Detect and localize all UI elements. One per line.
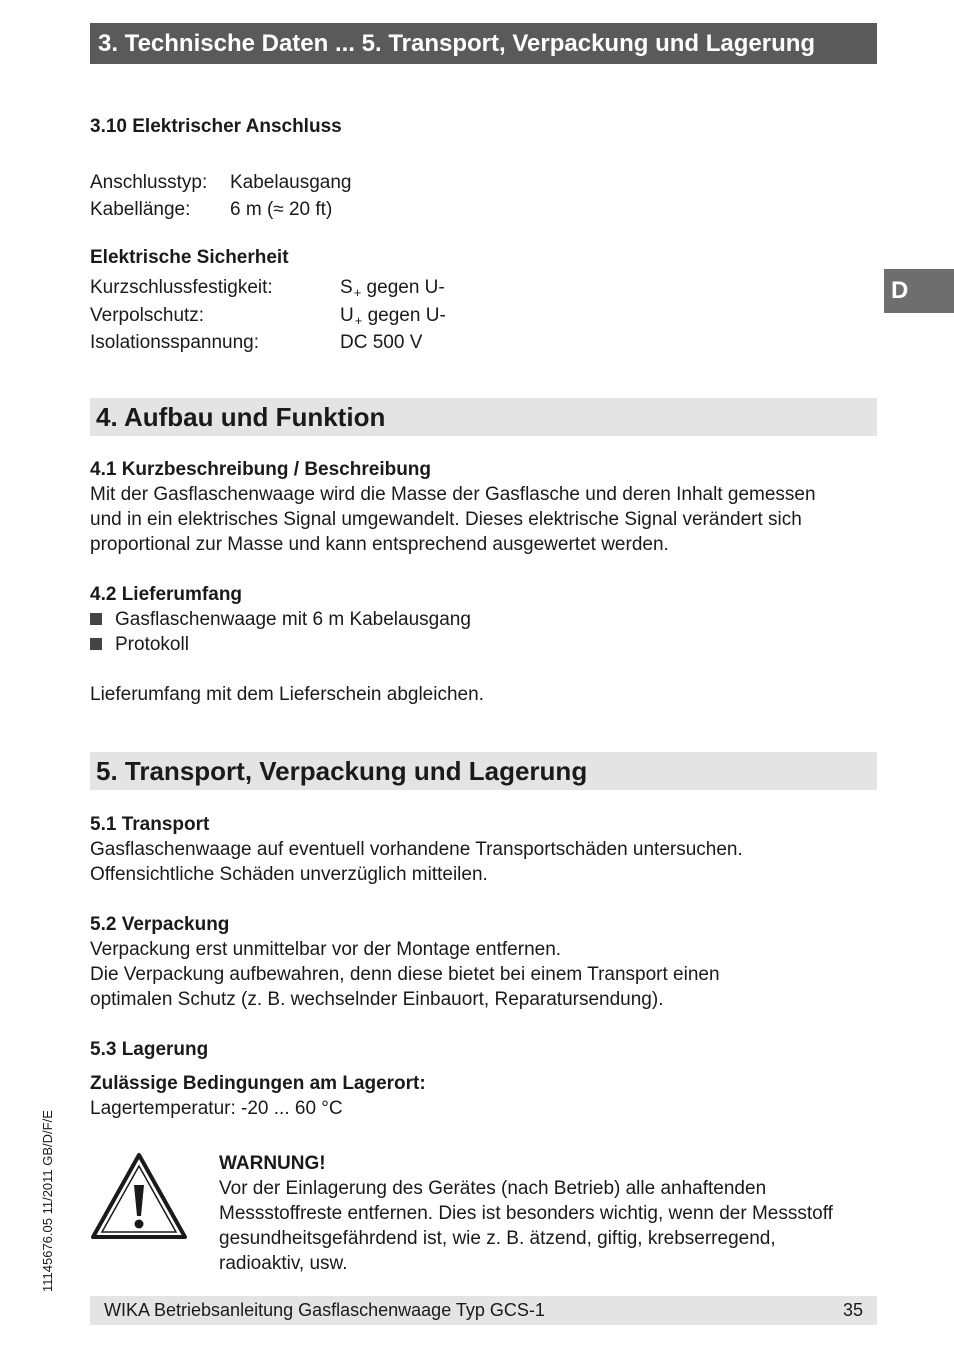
paragraph-line: Gasflaschenwaage auf eventuell vorhandene Transportschäden untersuchen. <box>90 839 743 860</box>
spec-value: Kabelausgang <box>230 172 352 193</box>
warning-title: WARNUNG! <box>219 1153 326 1174</box>
spec-row <box>90 197 332 222</box>
warning-triangle-icon <box>90 1152 188 1240</box>
warning-line: radioaktiv, usw. <box>219 1253 348 1274</box>
paragraph-line: Verpackung erst unmittelbar vor der Montage entfernen. <box>90 939 562 960</box>
list-item-text: Gasflaschenwaage mit 6 m Kabelausgang <box>115 609 471 630</box>
language-tab: D <box>884 269 954 313</box>
paragraph-line: optimalen Schutz (z. B. wechselnder Einbauort, Reparatursendung). <box>90 989 664 1010</box>
list-item <box>90 607 471 632</box>
section-5-2-heading: 5.2 Verpackung <box>90 914 230 935</box>
safety-value-rest: gegen U- <box>361 277 445 298</box>
footer-text: WIKA Betriebsanleitung Gasflaschenwaage Typ GCS-1 <box>104 1300 545 1320</box>
page-footer <box>90 1296 877 1325</box>
section-3-10-heading: 3.10 Elektrischer Anschluss <box>90 116 342 137</box>
storage-temperature: Lagertemperatur: -20 ... 60 °C <box>90 1098 343 1119</box>
list-item-text: Protokoll <box>115 634 189 655</box>
section-4-1-heading: 4.1 Kurzbeschreibung / Beschreibung <box>90 459 432 480</box>
delivery-note: Lieferumfang mit dem Lieferschein abgleichen. <box>90 684 484 705</box>
page-number: 35 <box>842 1300 863 1320</box>
chapter-header: 3. Technische Daten ... 5. Transport, Verpackung und Lagerung <box>90 23 877 64</box>
safety-value: U <box>340 305 354 326</box>
safety-row <box>90 330 422 355</box>
safety-subscript: + <box>353 285 362 300</box>
safety-label: Isolationsspannung: <box>90 332 260 353</box>
list-item <box>90 632 189 657</box>
safety-value: S <box>340 277 353 298</box>
bullet-square-icon <box>90 613 102 625</box>
warning-line: Messstoffreste entfernen. Dies ist besonders wichtig, wenn der Messstoff <box>219 1203 833 1224</box>
safety-value-rest: gegen U- <box>362 305 446 326</box>
spec-value: 6 m (≈ 20 ft) <box>230 199 333 220</box>
paragraph-line: Mit der Gasflaschenwaage wird die Masse der Gasflasche und deren Inhalt gemessen <box>90 484 816 505</box>
spec-label: Kabellänge: <box>90 199 191 220</box>
bullet-square-icon <box>90 638 102 650</box>
safety-row <box>90 275 445 301</box>
storage-conditions-heading: Zulässige Bedingungen am Lagerort: <box>90 1073 426 1094</box>
safety-label: Kurzschlussfestigkeit: <box>90 277 273 298</box>
safety-row <box>90 303 446 329</box>
spec-row <box>90 170 352 195</box>
document-code: 11145676.05 11/2011 GB/D/F/E <box>40 1110 55 1292</box>
section-4-title: 4. Aufbau und Funktion <box>90 398 877 436</box>
safety-label: Verpolschutz: <box>90 305 205 326</box>
section-5-3-heading: 5.3 Lagerung <box>90 1039 209 1060</box>
section-4-2-heading: 4.2 Lieferumfang <box>90 584 243 605</box>
warning-line: gesundheitsgefährdend ist, wie z. B. ätzend, giftig, krebserregend, <box>219 1228 776 1249</box>
section-5-1-heading: 5.1 Transport <box>90 814 210 835</box>
section-5-title: 5. Transport, Verpackung und Lagerung <box>90 752 877 790</box>
paragraph-line: proportional zur Masse und kann entsprechend ausgewertet werden. <box>90 534 669 555</box>
paragraph-line: Offensichtliche Schäden unverzüglich mitteilen. <box>90 864 488 885</box>
warning-line: Vor der Einlagerung des Gerätes (nach Betrieb) alle anhaftenden <box>219 1178 767 1199</box>
safety-subscript: + <box>354 313 363 328</box>
paragraph-line: Die Verpackung aufbewahren, denn diese bietet bei einem Transport einen <box>90 964 720 985</box>
safety-value: DC 500 V <box>340 332 423 353</box>
spec-label: Anschlusstyp: <box>90 172 208 193</box>
paragraph-line: und in ein elektrisches Signal umgewandelt. Dieses elektrische Signal verändert sich <box>90 509 802 530</box>
electrical-safety-heading: Elektrische Sicherheit <box>90 247 289 268</box>
